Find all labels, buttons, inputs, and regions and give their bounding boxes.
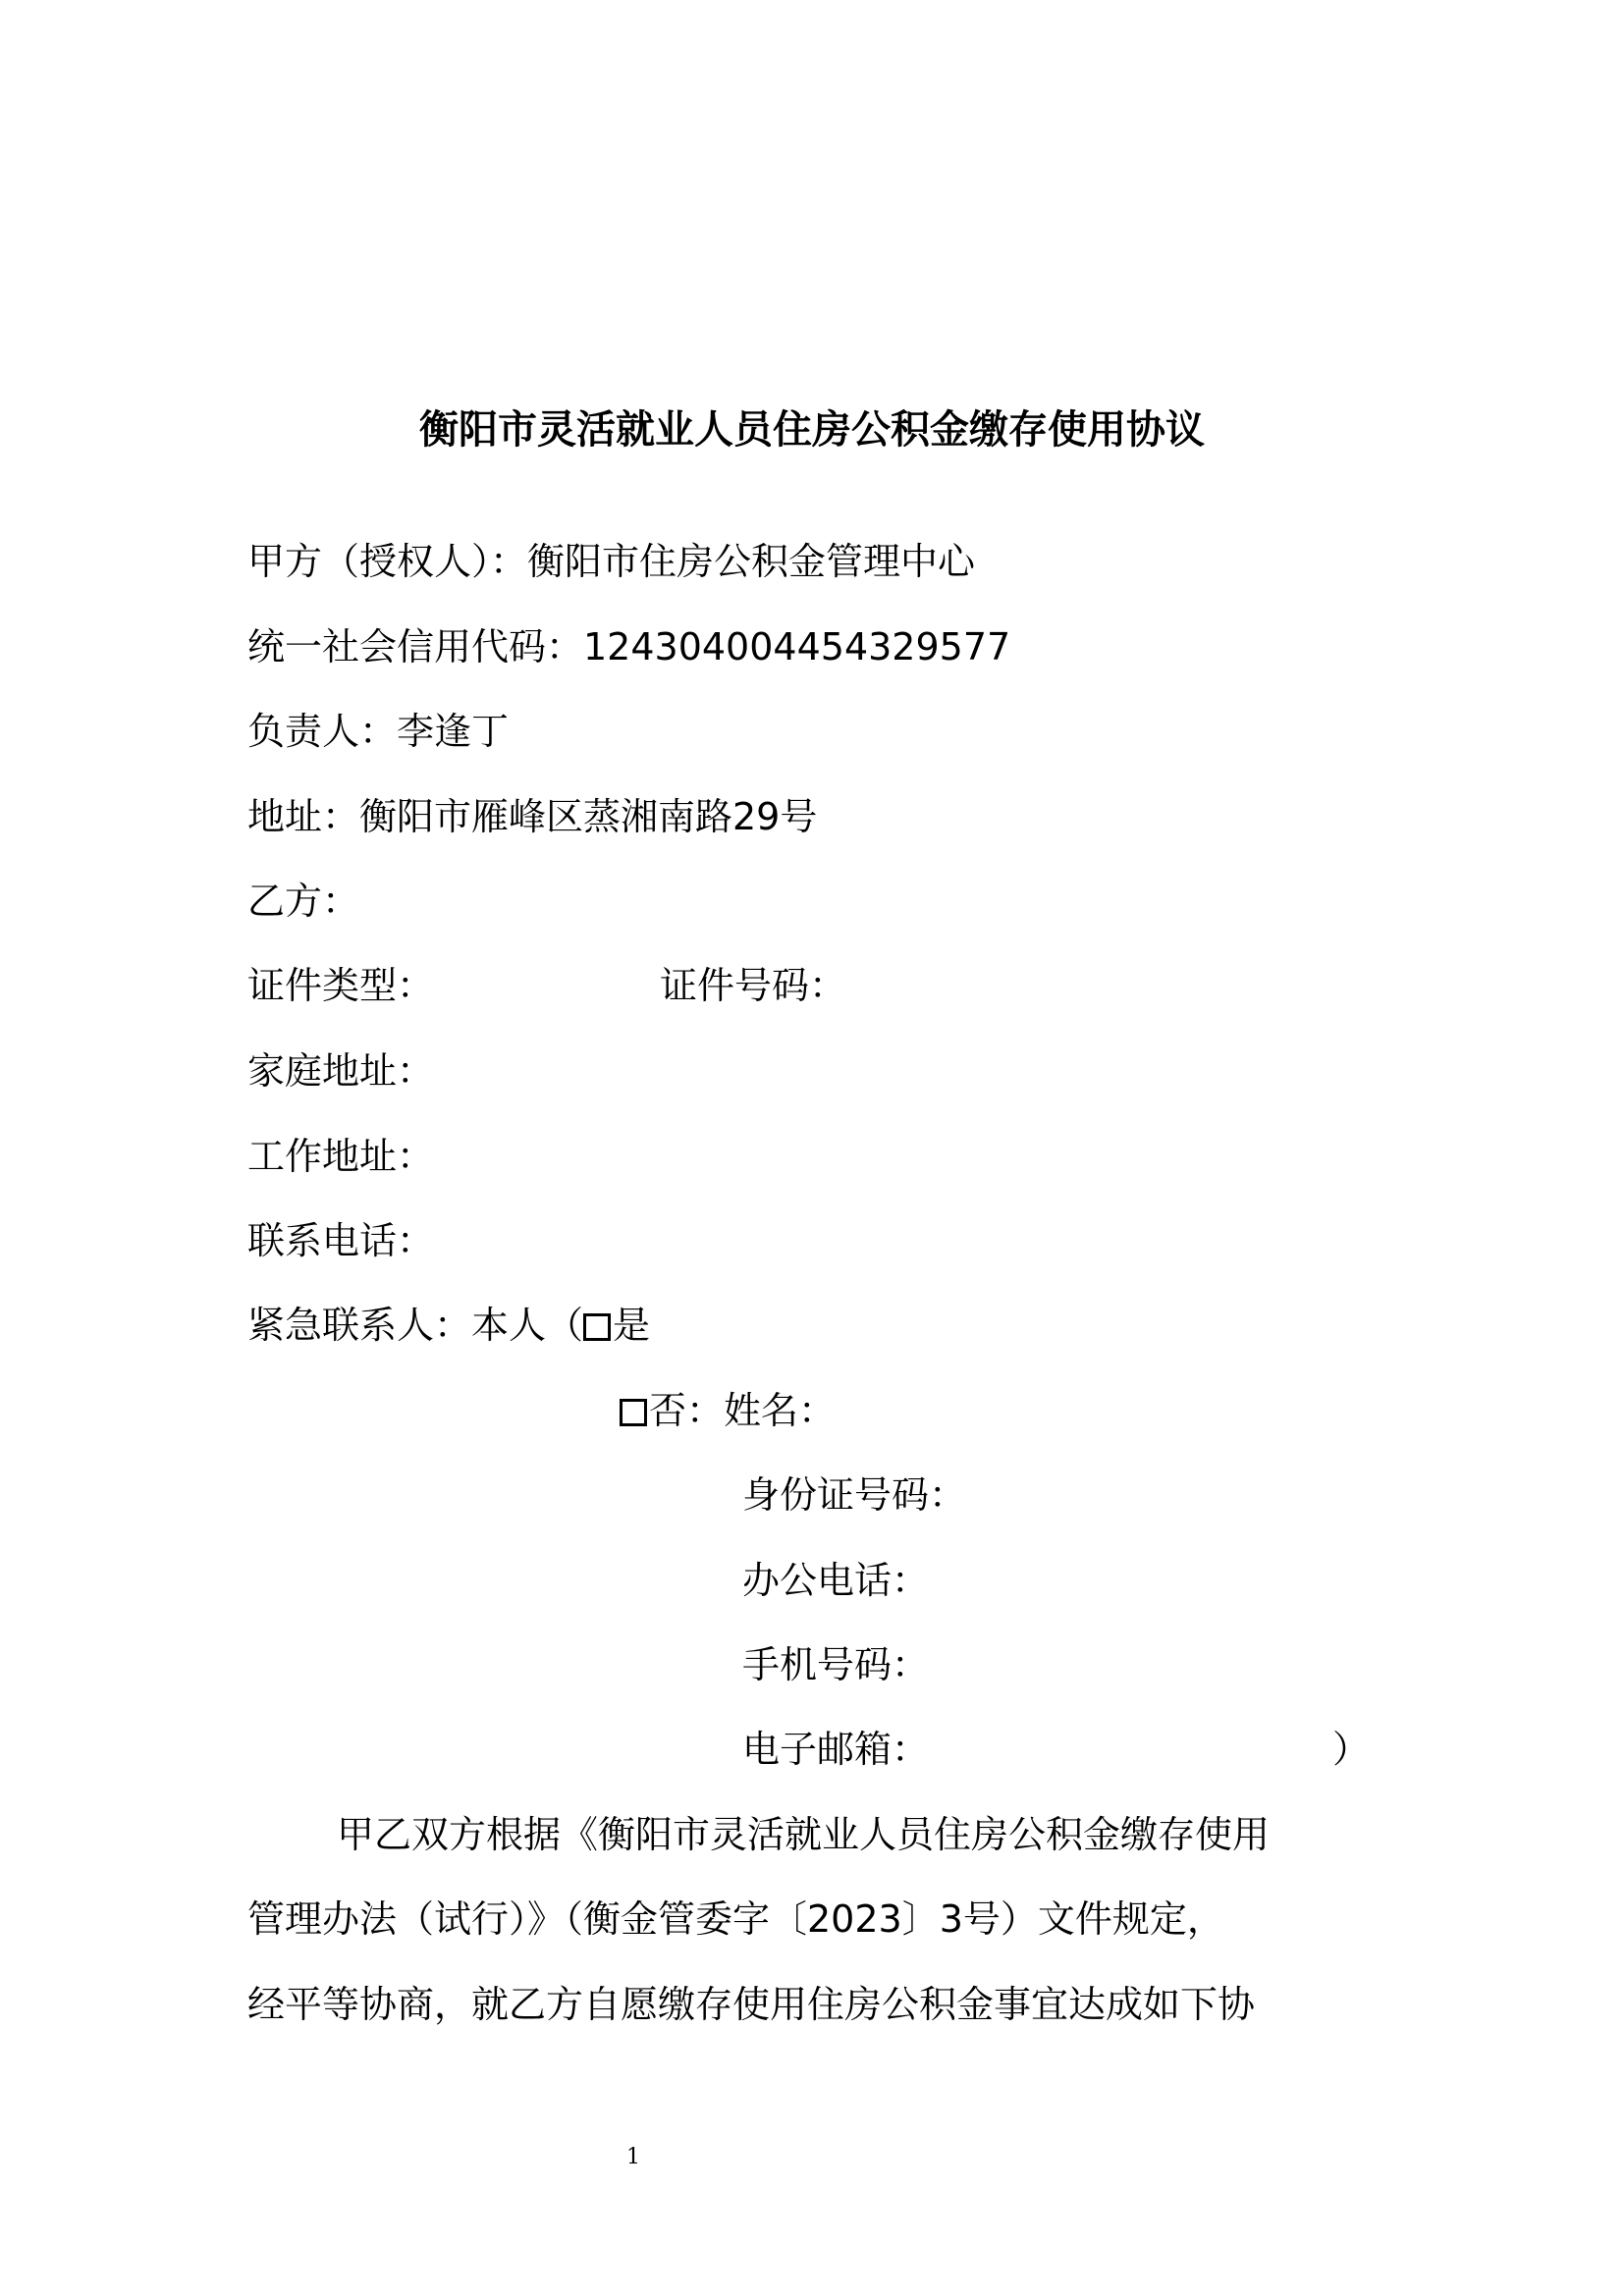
body-paragraph-line-1: 甲乙双方根据《衡阳市灵活就业人员住房公积金缴存使用 bbox=[337, 1813, 1271, 1856]
contact-email-label: 电子邮箱： bbox=[742, 1728, 930, 1771]
document-title: 衡阳市灵活就业人员住房公积金缴存使用协议 bbox=[419, 407, 1205, 453]
emergency-contact-no-line bbox=[620, 1383, 836, 1438]
contact-id-card-label: 身份证号码： bbox=[742, 1473, 967, 1517]
contact-office-phone-label: 办公电话： bbox=[742, 1559, 930, 1602]
yes-label: 是 bbox=[613, 1304, 651, 1347]
phone-label: 联系电话： bbox=[247, 1219, 435, 1262]
emergency-contact-line bbox=[247, 1298, 650, 1353]
party-b-label: 乙方： bbox=[247, 880, 360, 923]
party-a-credit-code-line: 统一社会信用代码：124304004454329577 bbox=[247, 625, 1011, 668]
body-paragraph-line-2: 管理办法（试行）》（衡金管委字〔2023〕3号）文件规定， bbox=[247, 1897, 1224, 1941]
work-address-label: 工作地址： bbox=[247, 1135, 435, 1178]
emergency-contact-prefix: 紧急联系人：本人（ bbox=[247, 1304, 584, 1347]
no-checkbox[interactable] bbox=[620, 1399, 647, 1426]
id-type-label: 证件类型： bbox=[247, 964, 435, 1007]
id-number-label: 证件号码： bbox=[660, 964, 847, 1007]
body-paragraph-line-3: 经平等协商，就乙方自愿缴存使用住房公积金事宜达成如下协 bbox=[247, 1983, 1256, 2026]
contact-close-paren: ） bbox=[1332, 1728, 1371, 1771]
contact-name-label: 姓名： bbox=[724, 1389, 837, 1432]
yes-checkbox[interactable] bbox=[583, 1313, 611, 1341]
party-a-principal-line: 负责人：李逢丁 bbox=[247, 710, 510, 753]
home-address-label: 家庭地址： bbox=[247, 1049, 435, 1093]
contact-mobile-label: 手机号码： bbox=[742, 1643, 930, 1686]
party-a-name-line: 甲方（授权人）：衡阳市住房公积金管理中心 bbox=[247, 540, 976, 583]
no-label: 否： bbox=[649, 1389, 725, 1432]
page-number: 1 bbox=[626, 2145, 640, 2169]
party-a-address-line: 地址：衡阳市雁峰区蒸湘南路29号 bbox=[247, 795, 818, 838]
